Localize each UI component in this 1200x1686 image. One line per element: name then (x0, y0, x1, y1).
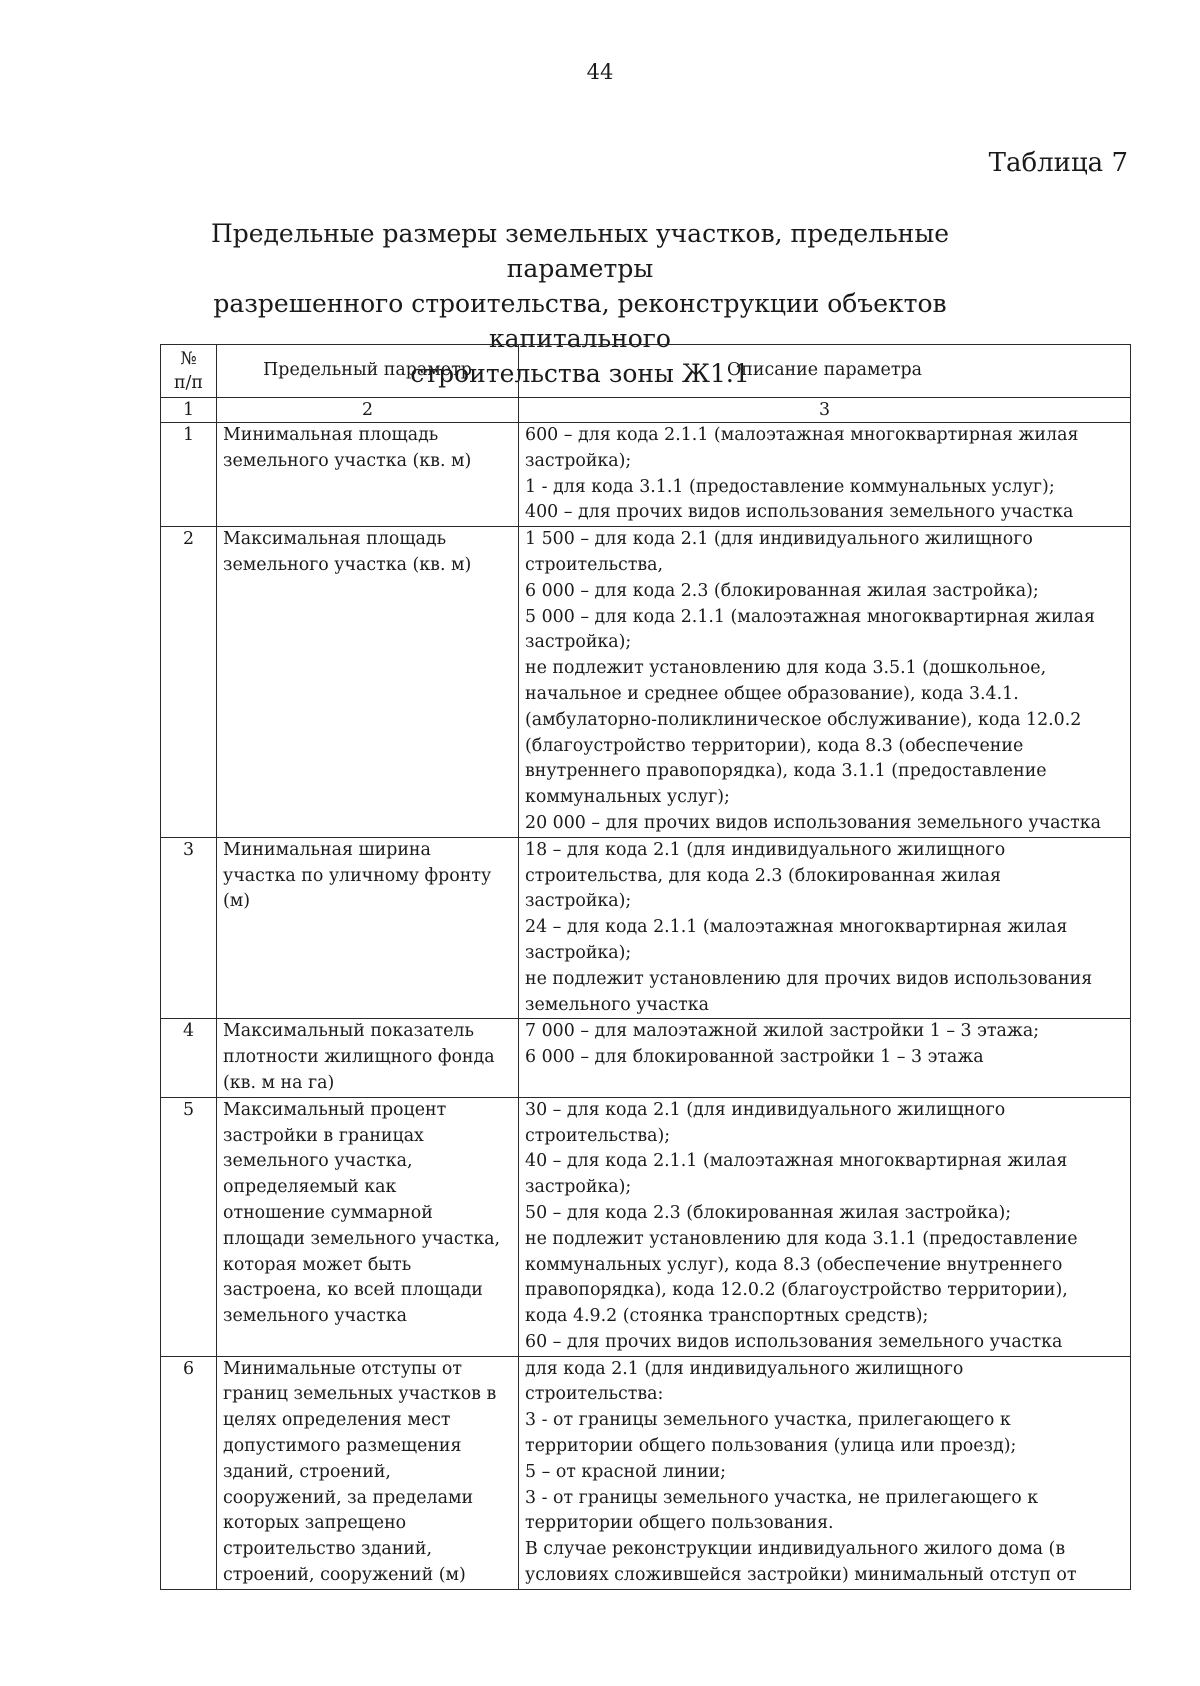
description-line: внутреннего правопорядка), кода 3.1.1 (предоставление (525, 761, 1047, 782)
parameters-table (160, 344, 1131, 1590)
parameter-line: земельного участка (кв. м) (223, 450, 472, 471)
row-number: 2 (161, 527, 217, 838)
parameter-cell (217, 423, 519, 527)
table-row (161, 1019, 1131, 1097)
row-number: 6 (161, 1356, 217, 1589)
description-cell (519, 1356, 1131, 1589)
description-line: 18 – для кода 2.1 (для индивидуального жилищного (525, 839, 1006, 860)
description-line: строительства: (525, 1384, 664, 1405)
description-cell (519, 1019, 1131, 1097)
header-param: Предельный параметр (217, 345, 519, 398)
description-line: застройка); (525, 942, 632, 963)
description-line: 30 – для кода 2.1 (для индивидуального жилищного (525, 1099, 1006, 1120)
parameter-line: земельного участка (223, 1306, 407, 1327)
parameter-line: строений, сооружений (м) (223, 1565, 466, 1586)
description-line: 6 000 – для кода 2.3 (блокированная жилая застройка); (525, 580, 1039, 601)
description-line: строительства); (525, 1125, 671, 1146)
parameter-line: отношение суммарной (223, 1202, 433, 1223)
description-line: не подлежит установлению для кода 3.1.1 (предоставление (525, 1228, 1078, 1249)
parameter-cell (217, 1356, 519, 1589)
parameter-cell (217, 527, 519, 838)
parameter-line: земельного участка, (223, 1151, 413, 1172)
description-line: В случае реконструкции индивидуального жилого дома (в (525, 1539, 1066, 1560)
description-line: 5 – от красной линии; (525, 1461, 726, 1482)
header-number: № п/п (161, 345, 217, 398)
description-cell (519, 423, 1131, 527)
description-line: строительства, для кода 2.3 (блокированная жилая (525, 865, 1001, 886)
description-cell (519, 837, 1131, 1019)
description-line: 1 - для кода 3.1.1 (предоставление коммунальных услуг); (525, 476, 1055, 497)
row-number: 1 (161, 423, 217, 527)
parameter-line: застроена, ко всей площади (223, 1280, 483, 1301)
description-line: кода 4.9.2 (стоянка транспортных средств); (525, 1306, 929, 1327)
description-line: строительства, (525, 554, 664, 575)
description-line: условиях сложившейся застройки) минимальный отступ от (525, 1565, 1077, 1586)
parameter-line: Минимальная ширина (223, 839, 431, 860)
parameter-line: целях определения мест (223, 1410, 451, 1431)
header-description: Описание параметра (519, 345, 1131, 398)
description-line: не подлежит установлению для прочих видов использования (525, 968, 1093, 989)
parameter-cell (217, 1019, 519, 1097)
description-line: коммунальных услуг), кода 8.3 (обеспечение внутреннего (525, 1254, 1063, 1275)
description-line: 400 – для прочих видов использования земельного участка (525, 502, 1074, 523)
description-line: для кода 2.1 (для индивидуального жилищного (525, 1358, 964, 1379)
parameter-line: границ земельных участков в (223, 1384, 497, 1405)
description-line: территории общего пользования. (525, 1513, 834, 1534)
row-number: 3 (161, 837, 217, 1019)
parameter-line: (кв. м на га) (223, 1072, 335, 1093)
table-body (161, 423, 1131, 1590)
description-line: застройка); (525, 450, 632, 471)
parameter-line: которая может быть (223, 1254, 412, 1275)
description-line: (амбулаторно-поликлиническое обслуживание), кода 12.0.2 (525, 709, 1082, 730)
parameter-line: определяемый как (223, 1177, 397, 1198)
parameter-line: строительство зданий, (223, 1539, 432, 1560)
description-line: не подлежит установлению для кода 3.5.1 (дошкольное, (525, 658, 1047, 679)
description-line: 60 – для прочих видов использования земельного участка (525, 1331, 1063, 1352)
table-row (161, 1097, 1131, 1356)
title-line: строительства зоны Ж1.1 (410, 359, 750, 388)
description-line: 5 000 – для кода 2.1.1 (малоэтажная многоквартирная жилая (525, 606, 1096, 627)
parameter-line: участка по уличному фронту (223, 865, 492, 886)
title-line: Предельные размеры земельных участков, предельные параметры (210, 219, 950, 283)
column-index: 3 (519, 398, 1131, 423)
table-row (161, 527, 1131, 838)
row-number: 4 (161, 1019, 217, 1097)
table-row (161, 1356, 1131, 1589)
description-line: 24 – для кода 2.1.1 (малоэтажная многоквартирная жилая (525, 917, 1068, 938)
description-line: застройка); (525, 891, 632, 912)
parameter-cell (217, 837, 519, 1019)
parameter-line: плотности жилищного фонда (223, 1047, 495, 1068)
table-header-row (161, 345, 1131, 398)
parameter-line: застройки в границах (223, 1125, 424, 1146)
description-line: застройка); (525, 632, 632, 653)
description-line: 20 000 – для прочих видов использования земельного участка (525, 812, 1102, 833)
page-number: 44 (586, 60, 614, 84)
description-cell (519, 527, 1131, 838)
parameter-line: сооружений, за пределами (223, 1487, 474, 1508)
description-line: (благоустройство территории), кода 8.3 (обеспечение (525, 735, 1024, 756)
description-line: 7 000 – для малоэтажной жилой застройки 1 – 3 этажа; (525, 1021, 1040, 1042)
description-line: 6 000 – для блокированной застройки 1 – 3 этажа (525, 1047, 984, 1068)
description-line: 3 - от границы земельного участка, не прилегающего к (525, 1487, 1039, 1508)
description-cell (519, 1097, 1131, 1356)
parameter-line: Минимальная площадь (223, 425, 439, 445)
parameter-line: допустимого размещения (223, 1436, 462, 1457)
parameter-line: Максимальный показатель (223, 1021, 474, 1042)
description-line: начальное и среднее общее образование), кода 3.4.1. (525, 683, 1019, 704)
parameter-line: которых запрещено (223, 1513, 407, 1534)
description-line: застройка); (525, 1177, 632, 1198)
description-line: 1 500 – для кода 2.1 (для индивидуального жилищного (525, 529, 1033, 550)
parameter-line: площади земельного участка, (223, 1228, 500, 1249)
parameter-line: Минимальные отступы от (223, 1358, 462, 1379)
parameter-line: земельного участка (кв. м) (223, 554, 472, 575)
description-line: 50 – для кода 2.3 (блокированная жилая застройка); (525, 1202, 1012, 1223)
parameter-line: Максимальная площадь (223, 529, 447, 550)
description-line: 600 – для кода 2.1.1 (малоэтажная многоквартирная жилая (525, 425, 1079, 445)
column-index-row (161, 398, 1131, 423)
parameter-cell (217, 1097, 519, 1356)
description-line: коммунальных услуг); (525, 787, 730, 808)
description-line: земельного участка (525, 994, 709, 1015)
title-line: разрешенного строительства, реконструкции объектов капитального (213, 289, 947, 353)
parameter-line: зданий, строений, (223, 1461, 391, 1482)
description-line: правопорядка), кода 12.0.2 (благоустройство территории), (525, 1280, 1068, 1301)
description-line: 3 - от границы земельного участка, прилегающего к (525, 1410, 1011, 1431)
row-number: 5 (161, 1097, 217, 1356)
column-index: 1 (161, 398, 217, 423)
description-line: территории общего пользования (улица или проезд); (525, 1436, 1017, 1457)
parameter-line: (м) (223, 891, 251, 912)
column-index: 2 (217, 398, 519, 423)
table-row (161, 837, 1131, 1019)
parameter-line: Максимальный процент (223, 1099, 447, 1120)
description-line: 40 – для кода 2.1.1 (малоэтажная многоквартирная жилая (525, 1151, 1068, 1172)
table-label: Таблица 7 (988, 148, 1128, 178)
table-row (161, 423, 1131, 527)
